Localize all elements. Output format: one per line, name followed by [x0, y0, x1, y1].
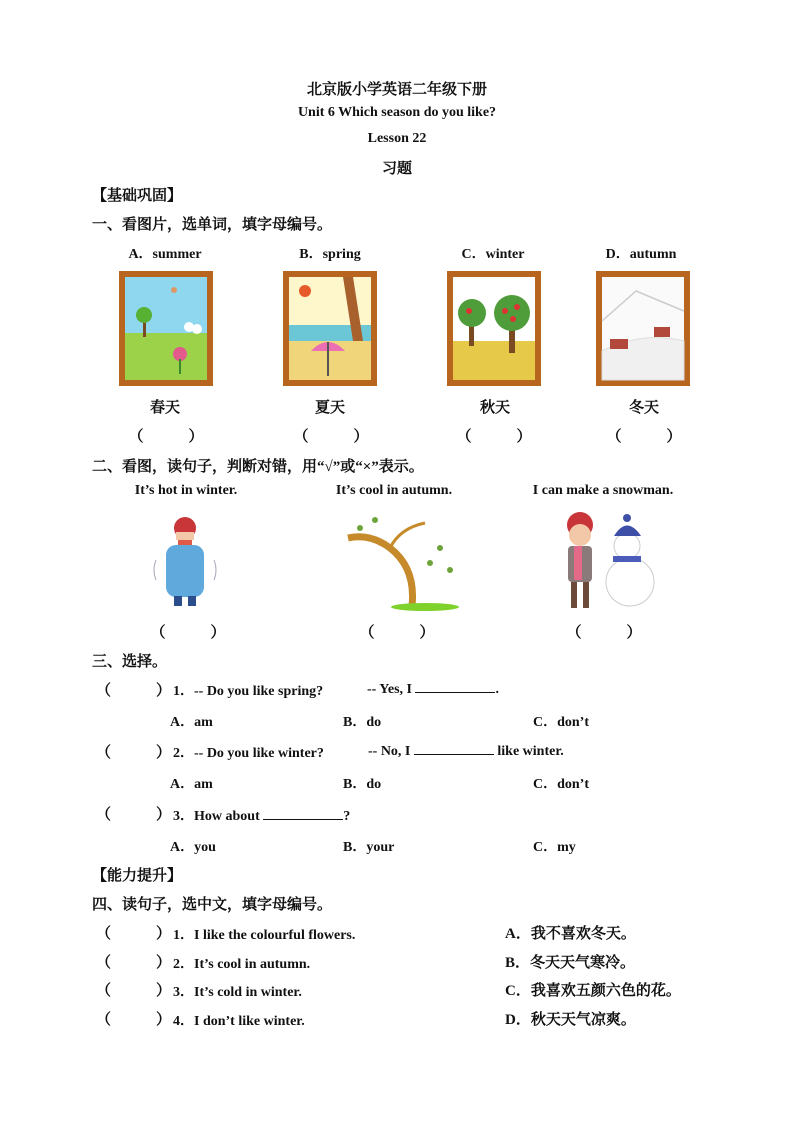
windy-tree-picture: [330, 508, 460, 613]
q1-option-b: B．spring: [299, 247, 361, 262]
q3-2-opt-c: C．don’t: [533, 777, 590, 792]
q3-3-opt-a: A．you: [170, 840, 216, 855]
q3-heading: 三、选择。: [92, 654, 168, 670]
q2-sentence-2: It’s cool in autumn.: [335, 483, 453, 498]
section-advanced: 【能力提升】: [92, 868, 183, 884]
q3-3-blank[interactable]: [263, 807, 343, 820]
q3-2-stem: 2．-- Do you like winter?: [173, 746, 324, 761]
q4-option-b: B．冬天天气寒冷。: [505, 955, 636, 971]
exercise-label: 习题: [381, 161, 413, 177]
cold-kid-picture: [150, 510, 220, 610]
q3-3-paren[interactable]: （ ）: [96, 807, 172, 823]
q4-2-paren[interactable]: （ ）: [96, 955, 172, 971]
q3-2-reply: -- No, I like winter.: [368, 744, 564, 759]
caption-autumn: 秋天: [479, 400, 511, 416]
q3-1-paren[interactable]: （ ）: [96, 683, 172, 699]
q3-2-blank[interactable]: [414, 742, 494, 755]
q3-2-opt-b: B．do: [343, 777, 382, 792]
q2-answer-1[interactable]: （ ）: [150, 625, 226, 641]
q2-sentence-1: It’s hot in winter.: [134, 483, 238, 498]
q4-4-paren[interactable]: （ ）: [96, 1012, 172, 1028]
q3-1-reply: -- Yes, I .: [367, 682, 499, 697]
q1-answer-2[interactable]: （ ）: [293, 429, 369, 445]
lesson-title: Lesson 22: [367, 131, 427, 146]
q3-1-opt-a: A．am: [170, 715, 213, 730]
q4-1-en: 1．I like the colourful flowers.: [173, 928, 356, 943]
q1-answer-3[interactable]: （ ）: [456, 429, 532, 445]
q3-1-opt-c: C．don’t: [533, 715, 590, 730]
q3-1-opt-b: B．do: [343, 715, 382, 730]
q2-answer-2[interactable]: （ ）: [359, 625, 435, 641]
q3-1-blank[interactable]: [415, 680, 495, 693]
q2-heading: 二、看图，读句子，判断对错，用“√”或“×”表示。: [92, 459, 424, 475]
q4-1-paren[interactable]: （ ）: [96, 926, 172, 942]
winter-picture: [596, 271, 690, 386]
summer-picture: [283, 271, 377, 386]
q4-option-c: C．我喜欢五颜六色的花。: [505, 983, 681, 999]
autumn-picture: [447, 271, 541, 386]
q3-2-paren[interactable]: （ ）: [96, 745, 172, 761]
q4-2-en: 2．It’s cool in autumn.: [173, 957, 311, 972]
q1-heading: 一、看图片，选单词，填字母编号。: [92, 217, 333, 233]
q4-heading: 四、读句子，选中文，填字母编号。: [92, 897, 333, 913]
q4-3-paren[interactable]: （ ）: [96, 983, 172, 999]
q3-2-opt-a: A．am: [170, 777, 213, 792]
q4-option-d: D．秋天天气凉爽。: [505, 1012, 636, 1028]
q2-answer-3[interactable]: （ ）: [566, 625, 642, 641]
unit-title: Unit 6 Which season do you like?: [297, 105, 497, 120]
q1-answer-1[interactable]: （ ）: [128, 429, 204, 445]
caption-spring: 春天: [149, 400, 181, 416]
q1-option-d: D．autumn: [605, 247, 677, 262]
q4-4-en: 4．I don’t like winter.: [173, 1014, 305, 1029]
q3-3-stem: 3．How about ?: [173, 809, 351, 824]
q2-sentence-3: I can make a snowman.: [532, 483, 674, 498]
q3-1-stem: 1．-- Do you like spring?: [173, 684, 324, 699]
q1-option-a: A．summer: [128, 247, 202, 262]
doc-title: 北京版小学英语二年级下册: [306, 82, 488, 98]
q1-answer-4[interactable]: （ ）: [606, 429, 682, 445]
spring-picture: [119, 271, 213, 386]
q3-3-opt-c: C．my: [533, 840, 576, 855]
q3-3-opt-b: B．your: [343, 840, 395, 855]
caption-summer: 夏天: [314, 400, 346, 416]
section-basic: 【基础巩固】: [92, 188, 183, 204]
q4-3-en: 3．It’s cold in winter.: [173, 985, 302, 1000]
q1-option-c: C．winter: [461, 247, 525, 262]
caption-winter: 冬天: [628, 400, 660, 416]
q4-option-a: A．我不喜欢冬天。: [505, 926, 636, 942]
snowman-picture: [545, 510, 660, 615]
